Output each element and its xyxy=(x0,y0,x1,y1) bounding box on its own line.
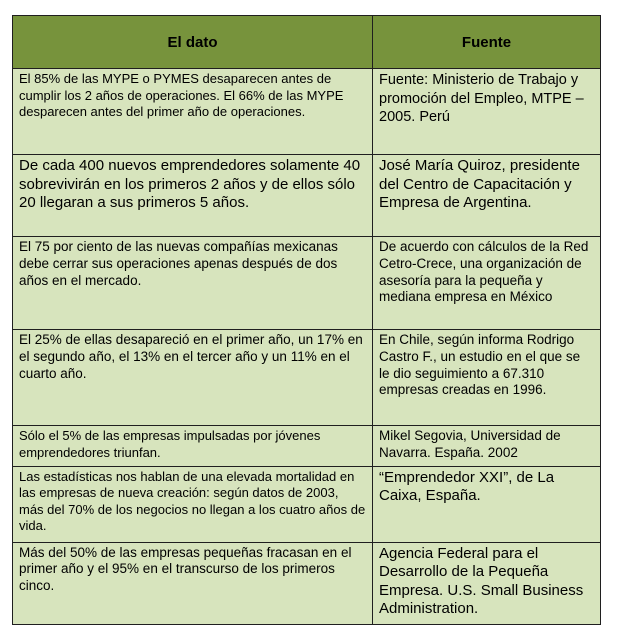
header-row xyxy=(13,16,601,69)
fuente-cell: “Emprendedor XXI”, de La Caixa, España. xyxy=(373,466,601,542)
header-fuente: Fuente xyxy=(373,16,601,69)
header-el-dato: El dato xyxy=(13,16,373,69)
dato-cell: El 85% de las MYPE o PYMES desaparecen antes de cumplir los 2 años de operaciones. El 66% de las MYPE desparecen antes del primer año de operaciones. xyxy=(13,69,373,155)
table-row xyxy=(13,542,601,624)
fuente-cell: Agencia Federal para el Desarrollo de la Pequeña Empresa. U.S. Small Business Administration. xyxy=(373,542,601,624)
table-row xyxy=(13,69,601,155)
table-row xyxy=(13,330,601,426)
dato-cell: Sólo el 5% de las empresas impulsadas por jóvenes emprendedores triunfan. xyxy=(13,426,373,467)
data-table-container xyxy=(12,15,600,625)
fuente-cell: Mikel Segovia, Universidad de Navarra. España. 2002 xyxy=(373,426,601,467)
fuente-cell: José María Quiroz, presidente del Centro de Capacitación y Empresa de Argentina. xyxy=(373,155,601,237)
table-row xyxy=(13,155,601,237)
fuente-cell: En Chile, según informa Rodrigo Castro F., un estudio en el que se le dio seguimiento a 67.310 empresas creadas en 1996. xyxy=(373,330,601,426)
fuente-cell: De acuerdo con cálculos de la Red Cetro-Crece, una organización de asesoría para la pequeña y mediana empresa en México xyxy=(373,237,601,330)
dato-cell: Más del 50% de las empresas pequeñas fracasan en el primer año y el 95% en el transcurso de los primeros cinco. xyxy=(13,542,373,624)
dato-cell: Las estadísticas nos hablan de una elevada mortalidad en las empresas de nueva creación: según datos de 2003, más del 70% de los negocios no llegan a los cuatro años de vida. xyxy=(13,466,373,542)
table-row xyxy=(13,237,601,330)
dato-cell: El 75 por ciento de las nuevas compañías mexicanas debe cerrar sus operaciones apenas después de dos años en el mercado. xyxy=(13,237,373,330)
fuente-cell: Fuente: Ministerio de Trabajo y promoción del Empleo, MTPE – 2005. Perú xyxy=(373,69,601,155)
dato-cell: De cada 400 nuevos emprendedores solamente 40 sobrevivirán en los primeros 2 años y de ellos sólo 20 llegaran a sus primeros 5 años. xyxy=(13,155,373,237)
table-row xyxy=(13,426,601,467)
data-table xyxy=(12,15,601,625)
dato-cell: El 25% de ellas desapareció en el primer año, un 17% en el segundo año, el 13% en el tercer año y un 11% en el cuarto año. xyxy=(13,330,373,426)
table-row xyxy=(13,466,601,542)
